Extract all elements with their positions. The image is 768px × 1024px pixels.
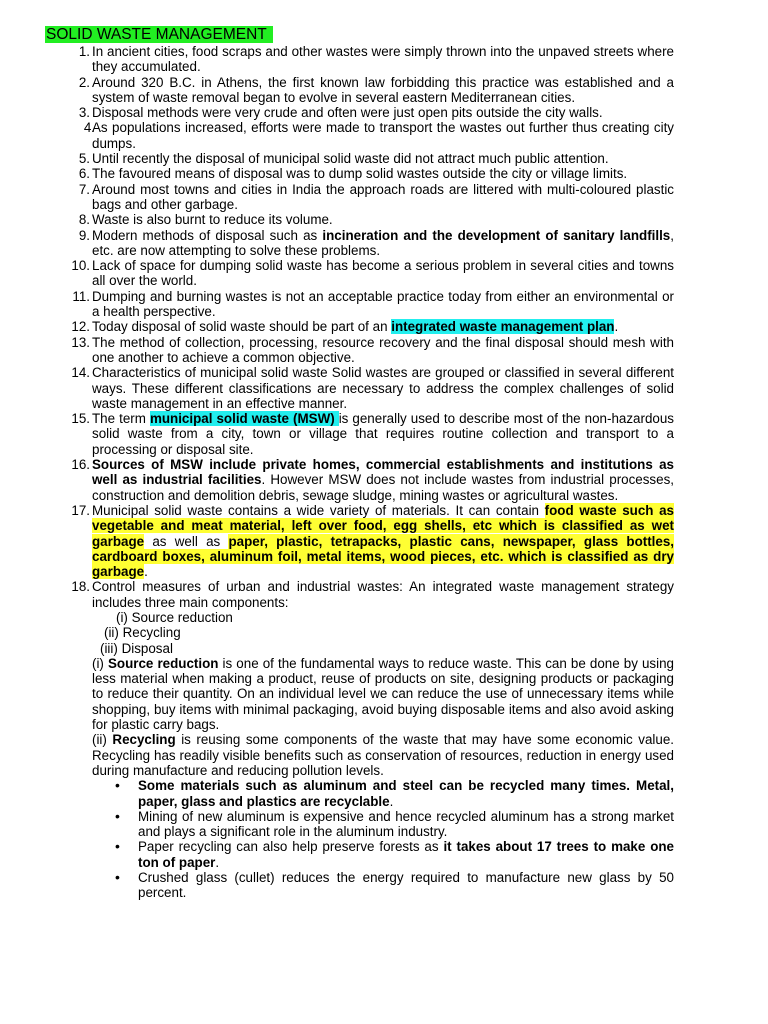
list-item: 8. Waste is also burnt to reduce its volume. [78,212,333,228]
bullet-list [92,778,674,900]
source-reduction-paragraph: (i) Source reduction is one of the fundamental ways to reduce waste. This can be done by using less material when making a product, reuse of products on site, designing products or packaging to reduce their quantity. On an individual level we can reduce the use of unnecessary items while shopping, buy items with minimal packaging, avoid buying disposable items and also avoid asking for plastic carry bags. [92,655,674,733]
list-item: 12. Today disposal of solid waste should be part of an integrated waste management plan. [71,319,619,335]
list-item: 11. Dumping and burning wastes is not an acceptable practice today from either an environmental or a health perspective. [72,288,674,320]
recycling-paragraph: (ii) Recycling is reusing some components of the waste that may have some economic value. Recycling has readily visible benefits such as conservation of resources, reduction in energy used during manufacture and reducing pollution levels. [92,732,674,778]
highlight-text: paper, plastic, tetrapacks, plastic cans, newspaper, glass bottles, cardboard boxes, aluminum foil, metal items, wood pieces, etc. which is classified as dry garbage [92,533,675,580]
highlight-text: food waste such as vegetable and meat material, left over food, egg shells, etc which is classified as wet garbage [92,502,674,549]
list-item: 15. The term municipal solid waste (MSW) is generally used to describe most of the non-hazardous solid waste from a city, town or village that requires routine collection and transport to a processing or disposal site. [71,411,674,457]
list-item: 10. Lack of space for dumping solid waste has become a serious problem in several cities and towns all over the world. [71,258,674,289]
list-item: 6. The favoured means of disposal was to dump solid wastes outside the city or village limits. [78,166,628,182]
list-item: 4. As populations increased, efforts were made to transport the wastes out further thus creating city dumps. [83,120,674,151]
highlight-text: municipal solid waste (MSW) [149,411,339,427]
list-item: 17. Municipal solid waste contains a wide variety of materials. It can contain food waste such as vegetable and meat material, left over food, egg shells, etc which is classified as wet garbage as well as paper, plastic, tetrapacks, plastic cans, newspaper, glass bottles, cardboard boxes, aluminum foil, metal items, wood pieces, etc. which is classified as dry garbage. [71,502,675,580]
list-item: 2. Around 320 B.C. in Athens, the first known law forbidding this practice was established and a system of waste removal began to evolve in several eastern Mediterranean cities. [78,74,674,105]
list-item: 1. In ancient cities, food scraps and other wastes were simply thrown into the unpaved streets where they accumulated. [78,44,674,75]
list-item: 13. The method of collection, processing, resource recovery and the final disposal should mesh with one another to achieve a common objective. [71,334,674,365]
list-item: 9. Modern methods of disposal such as incineration and the development of sanitary landfills, etc. are now attempting to solve these problems. [78,227,674,258]
list-item: 3. Disposal methods were very crude and often were just open pits outside the city walls. [78,105,603,121]
list-item: 18. Control measures of urban and industrial wastes: An integrated waste management strategy includes three main components: (i) Source reduction (ii) Recycling (iii) Disposal (i) Source reduction is one of the fundamental ways to reduce waste. This can be done by using less material when making a product, reuse of products on site, designing products or packaging to reduce their quantity. On an individual level we can reduce the use of unnecessary items while shopping, buy items with minimal packaging, avoid buying disposable items and also avoid asking for plastic carry bags. (ii) Recycling is reusing some components of the waste that may have some economic value. Recycling has readily visible benefits such as conservation of resources, reduction in energy used during manufacture and reducing pollution levels. • Some materials such as aluminum and steel can be recycled many times. Metal, paper, glass and plastics are recyclable. • Mining of new aluminum is expensive and hence recycled aluminum has a strong market and plays a significant role in the aluminum industry. • Paper recycling can also help preserve forests as it takes about 17 trees to make one ton of paper. • Crushed glass (cullet) reduces the energy required to manufacture new glass by 50 percent. [92,579,674,900]
list-item: 14. Characteristics of municipal solid waste Solid wastes are grouped or classified in several different ways. These different classifications are necessary to address the complex challenges of solid waste management in an effective manner. [71,365,674,411]
bullet-item: • Some materials such as aluminum and steel can be recycled many times. Metal, paper, glass and plastics are recyclable. [138,778,674,809]
numbered-list [71,44,675,901]
list-item: 16. Sources of MSW include private homes, commercial establishments and institutions as well as industrial facilities. However MSW does not include wastes from industrial processes, construction and demolition debris, sewage sludge, mining wastes or agricultural wastes. [71,457,674,503]
highlight-text: integrated waste management plan [391,319,615,335]
component-item: (iii) Disposal [100,640,173,656]
bullet-item: • Paper recycling can also help preserve forests as it takes about 17 trees to make one ton of paper. [138,839,674,870]
component-item: (i) Source reduction [116,609,233,625]
page-title: SOLID WASTE MANAGEMENT [45,26,273,44]
component-item: (ii) Recycling [104,625,181,641]
bullet-item: • Mining of new aluminum is expensive and hence recycled aluminum has a strong market and plays a significant role in the aluminum industry. [138,809,674,840]
bullet-item: • Crushed glass (cullet) reduces the energy required to manufacture new glass by 50 percent. [138,870,674,901]
list-item: 5. Until recently the disposal of municipal solid waste did not attract much public attention. [78,151,609,167]
list-item: 7. Around most towns and cities in India the approach roads are littered with multi-coloured plastic bags and other garbage. [78,181,674,212]
